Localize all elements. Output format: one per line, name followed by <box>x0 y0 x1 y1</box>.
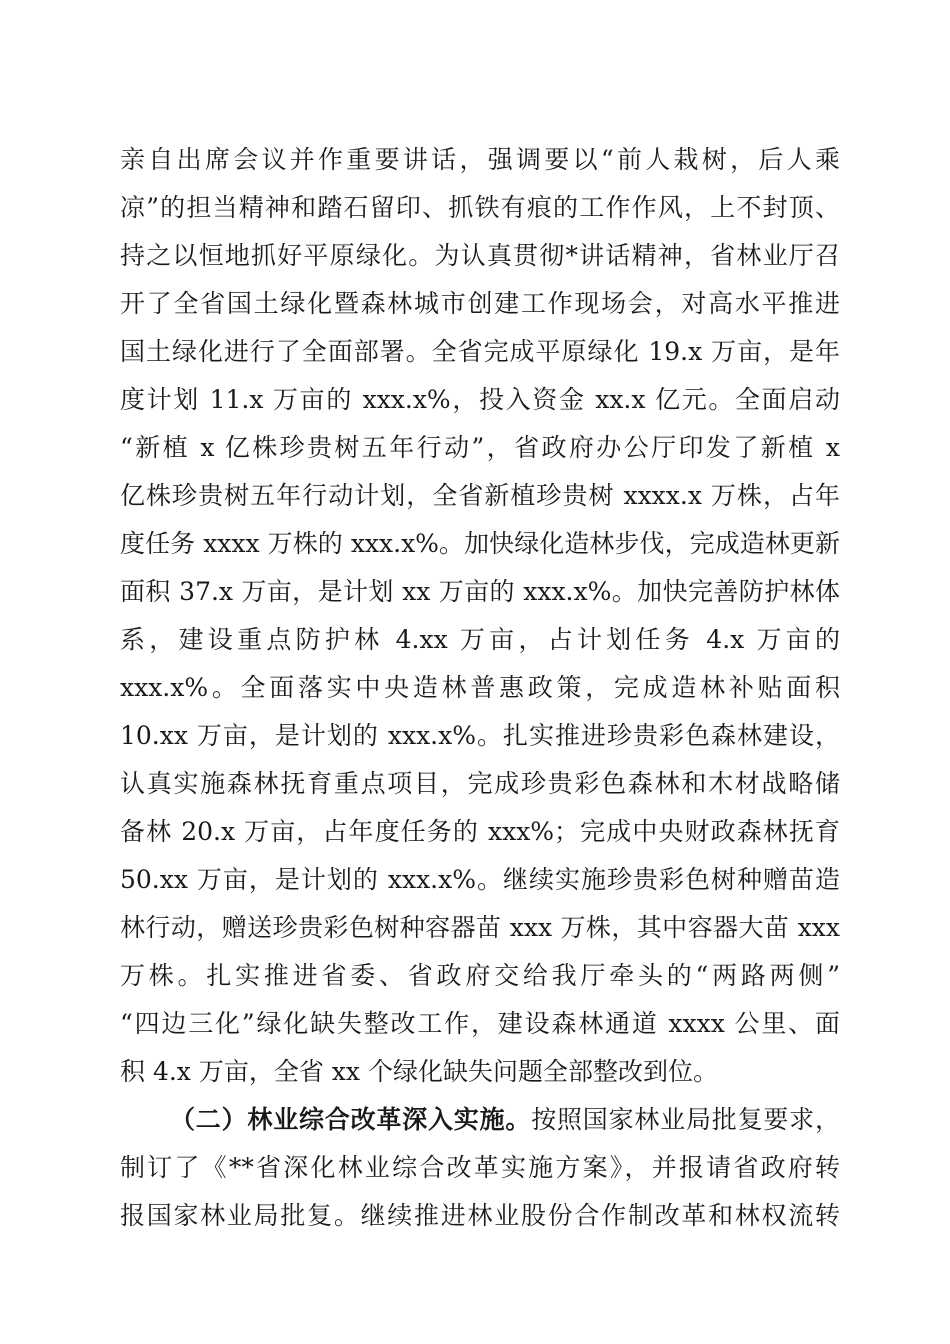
paragraph-line: 度计划 11.x 万亩的 xxx.x%，投入资金 xx.x 亿元。全面启动 <box>120 385 840 414</box>
body-text <box>120 136 840 1240</box>
paragraph-line: 凉”的担当精神和踏石留印、抓铁有痕的工作作风，上不封顶、 <box>120 193 840 222</box>
paragraph-line: 亿株珍贵树五年行动计划，全省新植珍贵树 xxxx.x 万株，占年 <box>120 481 840 510</box>
paragraph-line: 制订了《**省深化林业综合改革实施方案》，并报请省政府转 <box>120 1153 840 1182</box>
paragraph-line: “新植 x 亿株珍贵树五年行动”，省政府办公厅印发了新植 x <box>120 433 840 462</box>
paragraph-line: 国土绿化进行了全面部署。全省完成平原绿化 19.x 万亩，是年 <box>120 337 840 366</box>
paragraph-line: 持之以恒地抓好平原绿化。为认真贯彻*讲话精神，省林业厅召 <box>120 241 840 270</box>
paragraph-line: 10.xx 万亩，是计划的 xxx.x%。扎实推进珍贵彩色森林建设， <box>120 721 840 750</box>
paragraph-line: 积 4.x 万亩，全省 xx 个绿化缺失问题全部整改到位。 <box>120 1057 718 1086</box>
section-heading-rest: 按照国家林业局批复要求， <box>531 1105 840 1134</box>
paragraph-line: 认真实施森林抚育重点项目，完成珍贵彩色森林和木材战略储 <box>120 769 840 798</box>
paragraph-line: 备林 20.x 万亩，占年度任务的 xxx%；完成中央财政森林抚育 <box>120 817 840 846</box>
paragraph-line: 万株。扎实推进省委、省政府交给我厅牵头的“两路两侧” <box>120 961 840 990</box>
paragraph-line: 开了全省国土绿化暨森林城市创建工作现场会，对高水平推进 <box>120 289 840 318</box>
paragraph-line: 系，建设重点防护林 4.xx 万亩，占计划任务 4.x 万亩的 <box>120 625 840 654</box>
paragraph-line: 度任务 xxxx 万株的 xxx.x%。加快绿化造林步伐，完成造林更新 <box>120 529 840 558</box>
paragraph-line: 林行动，赠送珍贵彩色树种容器苗 xxx 万株，其中容器大苗 xxx <box>120 913 840 942</box>
section-heading-line <box>120 1096 840 1144</box>
paragraph-line: xxx.x%。全面落实中央造林普惠政策，完成造林补贴面积 <box>120 673 840 702</box>
paragraph-line: 亲自出席会议并作重要讲话，强调要以“前人栽树，后人乘 <box>120 145 840 174</box>
section-heading: （二）林业综合改革深入实施。 <box>170 1105 532 1134</box>
paragraph-line: “四边三化”绿化缺失整改工作，建设森林通道 xxxx 公里、面 <box>120 1009 840 1038</box>
paragraph-line: 报国家林业局批复。继续推进林业股份合作制改革和林权流转 <box>120 1201 840 1230</box>
paragraph-line: 面积 37.x 万亩，是计划 xx 万亩的 xxx.x%。加快完善防护林体 <box>120 577 840 606</box>
paragraph-line: 50.xx 万亩，是计划的 xxx.x%。继续实施珍贵彩色树种赠苗造 <box>120 865 840 894</box>
